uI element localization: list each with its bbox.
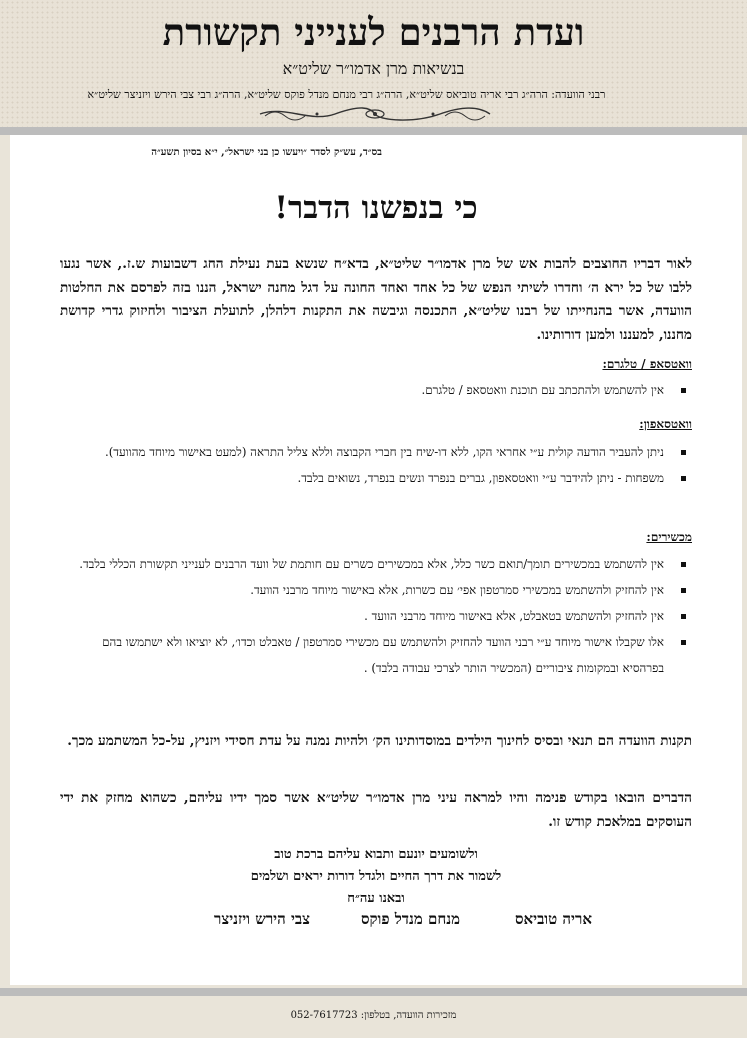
list-item: ניתן להעביר הודעה קולית ע״י אחראי הקו, ללא דו-שיח בין חברי הקבוצה וללא צליל התראה (למעט באישור מיוחד מהוועד). <box>60 439 692 465</box>
list-item: אלו שקבלו אישור מיוחד ע״י רבני הוועד להחזיק ולהשתמש עם מכשירי סמרטפון / טאבלט וכדו׳, לא יוציאו ולא ישתמשו בהם בפרהסיא ובמקומות ציבוריים (המכשיר הותר לצרכי עבודה בלבד) . <box>60 629 692 681</box>
signature-fuchs: מנחם מנדל פוקס <box>360 910 460 928</box>
footer-contact: מזכירות הוועדה, בטלפון: 052-7617723 <box>290 1010 457 1021</box>
headline: כי בנפשנו הדבר! <box>274 190 478 226</box>
closing-blessing <box>10 844 742 910</box>
dateline: בס״ד, עש״ק לסדר ״ויעשו כן בני ישראל״, י״א בסיון תשע״ה <box>151 147 382 158</box>
signature-vizhnitzer: צבי הירש ויזניצר <box>213 910 310 928</box>
letter-body <box>10 135 742 985</box>
closing-line: לשמור את דרך החיים ולגדל דורות יראים ושלמים <box>250 869 502 884</box>
paragraph-approval: הדברים הובאו בקודש פנימה והיו למראה עיני מרן אדמו״ר שליט״א אשר סמך ידיו עליהם, כשהוא מחזק את ידי העוסקים במלאכת קודש זו. <box>60 790 692 830</box>
intro-paragraph: לאור דבריו החוצבים להבות אש של מרן אדמו״ר שליט״א, בדא״ח שנשא בעת נעילת החג דשבועות ש.ז., אשר נגעו ללבו של כל ירא ה׳ וחדרו לשיתי הנפש של כל אחד ואחד החונה על דגל מחנה ישראל, הננו בזה לפרסם את החלטות הוועדה, אשר בהנחייתו של רבנו שליט״א, התכנסה וגיבשה את התקנות דלהלן, לתועלת הציבור ולחיזוק גדרי קדושת מחננו, למעננו ולמען דורותינו. <box>60 256 692 343</box>
section-list-whatsaphone <box>60 439 692 491</box>
signature-tobias: אריה טוביאס <box>514 910 592 928</box>
section-title-whatsapp: וואטסאפ / טלגרם: <box>602 357 692 371</box>
section-list-whatsapp <box>60 377 692 403</box>
ornament-divider-icon <box>255 103 495 125</box>
committee-title: ועדת הרבנים לענייני תקשורת <box>162 10 585 54</box>
section-title-devices: מכשירים: <box>646 530 692 544</box>
closing-line: ובאנו עה״ח <box>347 891 405 906</box>
section-title-whatsaphone: וואטסאפון: <box>639 417 692 431</box>
letterhead <box>0 0 747 127</box>
committee-subtitle: בנשיאות מרן אדמו״ר שליט״א <box>282 59 465 78</box>
list-item: אין להחזיק ולהשתמש בטאבלט, אלא באישור מיוחד מרבני הוועד . <box>60 603 692 629</box>
list-item: משפחות - ניתן להידבר ע״י וואטסאפון, גברים בנפרד ונשים בנפרד, נשואים בלבד. <box>60 465 692 491</box>
list-item: אין להחזיק ולהשתמש במכשירי סמרטפון אפי׳ עם כשרות, אלא באישור מיוחד מרבני הוועד. <box>60 577 692 603</box>
section-list-devices <box>60 551 692 681</box>
top-divider <box>0 127 747 135</box>
paragraph-regulations: תקנות הוועדה הם תנאי ובסיס לחינוך הילדים במוסדותינו הק׳ ולהיות נמנה על עדת חסידי ויזניץ, על-כל המשתמע מכך. <box>67 733 692 749</box>
committee-members: רבני הוועדה: הרה״ג רבי אריה טוביאס שליט״א, הרה״ג רבי מנחם מנדל פוקס שליט״א, הרה״ג רבי צבי הירש ויזניצר שליט״א <box>87 88 606 101</box>
closing-line: ולשומעים יונעם ותבוא עליהם ברכת טוב <box>274 847 478 862</box>
bottom-divider <box>0 988 747 996</box>
list-item: אין להשתמש במכשירים תומך/תואם כשר כלל, אלא במכשירים כשרים עם חותמת של וועד הרבנים לענייני תקשורת הכללי בלבד. <box>60 551 692 577</box>
list-item: אין להשתמש ולהתכתב עם תוכנת וואטסאפ / טלגרם. <box>60 377 692 403</box>
